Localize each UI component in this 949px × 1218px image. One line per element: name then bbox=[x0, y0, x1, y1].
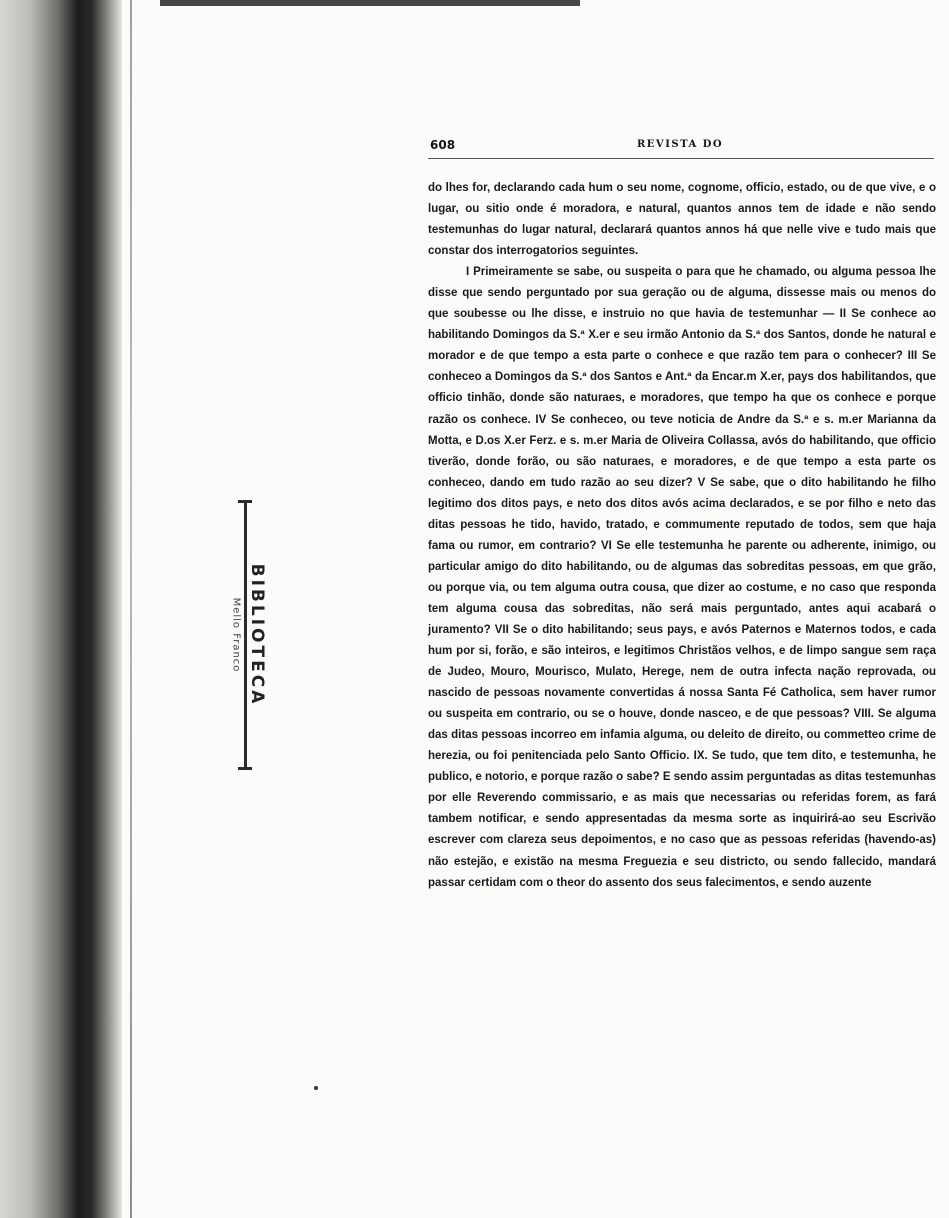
page-fold-shadow bbox=[130, 0, 132, 1218]
ink-speck bbox=[314, 1086, 318, 1090]
stamp-tick bbox=[238, 767, 252, 770]
stamp-tick bbox=[238, 500, 252, 503]
page-body bbox=[428, 178, 936, 894]
scan-edge-artifact bbox=[160, 0, 580, 6]
stamp-sub-label: Mello Franco bbox=[230, 597, 242, 673]
library-stamp bbox=[222, 500, 292, 770]
stamp-label: BIBLIOTECA bbox=[247, 563, 267, 707]
book-binding-edge bbox=[0, 0, 122, 1218]
header-rule bbox=[428, 158, 934, 159]
page-number: 608 bbox=[430, 138, 456, 152]
paragraph: I Primeiramente se sabe, ou suspeita o para que he chamado, ou alguma pessoa lhe disse que sendo perguntado por sua geração ou de alguma, dissesse mais ou menos do que soubesse ou lhe disse, e instruio no que havia de testemunhar — II Se conhece ao habilitando Domingos da S.ª X.er e seu irmão Antonio da S.ª dos Santos, donde he natural e morador e de que tempo a esta parte o conhece e que razão tem para o conhecer? III Se conheceo a Domingos da S.ª dos Santos e Ant.ª da Encar.m X.er, pays dos habilitandos, que officio tinhão, donde são naturaes, e moradores, que tempo ha que os conhece e porque razão os conhece. IV Se conheceo, ou teve noticia de Andre da S.ª e s. m.er Marianna da Motta, e D.os X.er Ferz. e s. m.er Maria de Oliveira Collassa, avós do habilitando, que officio tiverão, donde forão, ou são naturaes, e moradores, e de que tempo a esta parte os conheceo, dando em tudo razão ao seu dizer? V Se sabe, que o dito habilitando he filho legitimo dos ditos pays, e neto dos ditos avós acima declarados, e se por filho e neto das ditas pessoas he tido, havido, tratado, e commumente reputado de todos, sem que haja fama ou rumor, em contrario? VI Se elle testemunha he parente ou adherente, inimigo, ou particular amigo do dito habilitando, ou de algumas das sobreditas pessoas, em que grão, ou porque via, ou tem alguma outra cousa, que dizer ao costume, e no caso que responda tem alguma cousa das sobreditas, não será mais perguntado, antes aqui acabará o juramento? VII Se o dito habilitando; seus pays, e avós Paternos e Maternos todos, e cada hum por si, forão, e são inteiros, e legitimos Christãos velhos, e de limpo sangue sem raça de Judeo, Mouro, Mourisco, Mulato, Herege, nem de outra infecta nação reprovada, ou nascido de pessoas novamente convertidas á nossa Santa Fé Catholica, sem haver rumor ou suspeita em contrario, ou se o houve, donde nasceo, e de que pessoas? VIII. Se alguma das ditas pessoas incorreo em infamia alguma, ou deleito de direito, ou commetteo crime de herezia, ou foi penitenciada pelo Santo Officio. IX. Se tudo, que tem dito, e testemunha, he publico, e notorio, e porque razão o sabe? E sendo assim perguntadas as ditas testemunhas por elle Reverendo commissario, e as mais que necessarias ou referidas forem, as fará tambem notificar, e sendo appresentadas da mesma sorte as inquirirá-ao seu Escrivão escrever com clareza seus depoimentos, e no caso que as pessoas referidas (havendo-as) não estejão, e existão na mesma Freguezia e seu districto, ou sendo fallecido, mandará passar certidam com o theor do assento dos seus falecimentos, e sendo auzente bbox=[428, 266, 936, 889]
paragraph: do lhes for, declarando cada hum o seu nome, cognome, officio, estado, ou de que vive, e o lugar, ou sitio onde é moradora, e natural, quantos annos tem de idade e não sendo testemunhas do lugar natural, declarará quantos annos há que nelle vive e tudo mais que constar dos interrogatorios seguintes. bbox=[428, 182, 936, 258]
running-head: REVISTA DO bbox=[637, 139, 724, 150]
